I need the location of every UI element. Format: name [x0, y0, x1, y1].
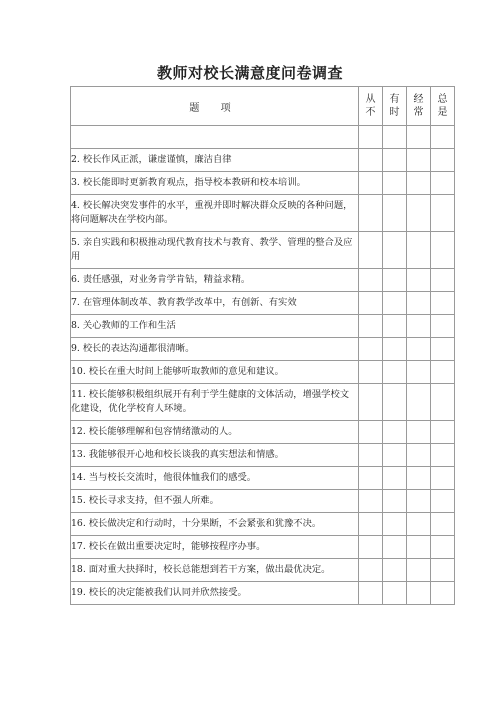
answer-cell-sometimes[interactable] [383, 513, 407, 536]
answer-cell-never[interactable] [359, 292, 383, 315]
answer-cell-sometimes[interactable] [383, 444, 407, 467]
answer-cell-never[interactable] [359, 582, 383, 605]
option-header-line: 时 [389, 107, 400, 118]
page-title: 教师对校长满意度问卷调查 [156, 64, 343, 82]
question-text: 4. 校长解决突发事件的水平，重视并即时解决群众反映的各种问题，将问题解决在学校内部。 [71, 195, 359, 232]
answer-cell-always[interactable] [431, 467, 455, 490]
option-header-line: 经 [413, 94, 424, 105]
table-row [71, 315, 455, 338]
answer-cell-always[interactable] [431, 361, 455, 384]
answer-cell-always[interactable] [431, 172, 455, 195]
question-text: 12. 校长能够理解和包容情绪激动的人。 [71, 421, 359, 444]
answer-cell-sometimes[interactable] [383, 269, 407, 292]
answer-cell-sometimes[interactable] [383, 338, 407, 361]
answer-cell-always[interactable] [431, 559, 455, 582]
answer-cell-sometimes[interactable] [383, 315, 407, 338]
answer-cell-often[interactable] [407, 195, 431, 232]
question-text: 18. 面对重大抉择时，校长总能想到若干方案，做出最优决定。 [71, 559, 359, 582]
answer-cell-never[interactable] [359, 269, 383, 292]
table-row [71, 172, 455, 195]
table-row [71, 536, 455, 559]
answer-cell-always[interactable] [431, 126, 455, 149]
table-row [71, 490, 455, 513]
question-text: 8. 关心教师的工作和生活 [71, 315, 359, 338]
answer-cell-never[interactable] [359, 126, 383, 149]
survey-table [70, 86, 455, 605]
answer-cell-never[interactable] [359, 232, 383, 269]
answer-cell-never[interactable] [359, 149, 383, 172]
table-row [71, 126, 455, 149]
answer-cell-often[interactable] [407, 315, 431, 338]
answer-cell-often[interactable] [407, 338, 431, 361]
answer-cell-always[interactable] [431, 195, 455, 232]
answer-cell-often[interactable] [407, 582, 431, 605]
answer-cell-sometimes[interactable] [383, 536, 407, 559]
option-header-line: 不 [365, 107, 376, 118]
header-row [71, 87, 455, 126]
table-row [71, 421, 455, 444]
answer-cell-never[interactable] [359, 338, 383, 361]
option-header-never [359, 87, 383, 126]
answer-cell-never[interactable] [359, 421, 383, 444]
question-text: 17. 校长在做出重要决定时，能够按程序办事。 [71, 536, 359, 559]
answer-cell-often[interactable] [407, 536, 431, 559]
option-header-line: 总 [437, 94, 448, 105]
question-text: 2. 校长作风正派，谦虚谨慎，廉洁自律 [71, 149, 359, 172]
table-row [71, 232, 455, 269]
answer-cell-often[interactable] [407, 467, 431, 490]
question-text: 10. 校长在重大时间上能够听取教师的意见和建议。 [71, 361, 359, 384]
table-row [71, 444, 455, 467]
answer-cell-often[interactable] [407, 384, 431, 421]
table-row [71, 582, 455, 605]
answer-cell-often[interactable] [407, 172, 431, 195]
answer-cell-sometimes[interactable] [383, 384, 407, 421]
answer-cell-sometimes[interactable] [383, 421, 407, 444]
question-text: 3. 校长能即时更新教育观点，指导校本教研和校本培训。 [71, 172, 359, 195]
answer-cell-often[interactable] [407, 232, 431, 269]
answer-cell-always[interactable] [431, 513, 455, 536]
table-row [71, 195, 455, 232]
answer-cell-often[interactable] [407, 444, 431, 467]
answer-cell-never[interactable] [359, 315, 383, 338]
answer-cell-always[interactable] [431, 444, 455, 467]
option-header-sometimes [383, 87, 407, 126]
answer-cell-never[interactable] [359, 172, 383, 195]
question-text: 9. 校长的表达沟通都很清晰。 [71, 338, 359, 361]
option-header-line: 常 [413, 107, 424, 118]
answer-cell-never[interactable] [359, 536, 383, 559]
question-text: 19. 校长的决定能被我们认同并欣然接受。 [71, 582, 359, 605]
table-row [71, 467, 455, 490]
answer-cell-never[interactable] [359, 444, 383, 467]
answer-cell-never[interactable] [359, 195, 383, 232]
question-text: 13. 我能够很开心地和校长谈我的真实想法和情感。 [71, 444, 359, 467]
option-header-line: 是 [437, 107, 448, 118]
table-row [71, 338, 455, 361]
table-row [71, 513, 455, 536]
answer-cell-often[interactable] [407, 292, 431, 315]
answer-cell-never[interactable] [359, 490, 383, 513]
table-row [71, 361, 455, 384]
answer-cell-often[interactable] [407, 559, 431, 582]
answer-cell-always[interactable] [431, 490, 455, 513]
answer-cell-often[interactable] [407, 149, 431, 172]
answer-cell-often[interactable] [407, 513, 431, 536]
answer-cell-always[interactable] [431, 582, 455, 605]
answer-cell-sometimes[interactable] [383, 582, 407, 605]
answer-cell-never[interactable] [359, 361, 383, 384]
option-header-often [407, 87, 431, 126]
answer-cell-always[interactable] [431, 269, 455, 292]
answer-cell-always[interactable] [431, 149, 455, 172]
answer-cell-often[interactable] [407, 269, 431, 292]
question-text: 6. 责任感强，对业务肯学肯钻，精益求精。 [71, 269, 359, 292]
table-row [71, 384, 455, 421]
answer-cell-sometimes[interactable] [383, 559, 407, 582]
answer-cell-sometimes[interactable] [383, 126, 407, 149]
question-text: 5. 亲自实践和积极推动现代教育技术与教育、教学、管理的整合及应用 [71, 232, 359, 269]
answer-cell-never[interactable] [359, 384, 383, 421]
question-text: 14. 当与校长交流时，他很体恤我们的感受。 [71, 467, 359, 490]
question-text [71, 126, 359, 149]
answer-cell-sometimes[interactable] [383, 149, 407, 172]
answer-cell-never[interactable] [359, 513, 383, 536]
answer-cell-sometimes[interactable] [383, 292, 407, 315]
answer-cell-often[interactable] [407, 126, 431, 149]
answer-cell-sometimes[interactable] [383, 467, 407, 490]
question-text: 11. 校长能够积极组织展开有利于学生健康的文体活动，增强学校文化建设，优化学校育人环境。 [71, 384, 359, 421]
answer-cell-often[interactable] [407, 361, 431, 384]
table-row [71, 149, 455, 172]
answer-cell-sometimes[interactable] [383, 195, 407, 232]
answer-cell-sometimes[interactable] [383, 361, 407, 384]
answer-cell-sometimes[interactable] [383, 232, 407, 269]
question-text: 16. 校长做决定和行动时，十分果断，不会紧张和犹豫不决。 [71, 513, 359, 536]
question-text: 15. 校长寻求支持，但不强人所难。 [71, 490, 359, 513]
answer-cell-never[interactable] [359, 467, 383, 490]
question-text: 7. 在管理体制改革、教育教学改革中，有创新、有实效 [71, 292, 359, 315]
option-header-always [431, 87, 455, 126]
answer-cell-always[interactable] [431, 292, 455, 315]
answer-cell-sometimes[interactable] [383, 172, 407, 195]
answer-cell-always[interactable] [431, 315, 455, 338]
option-header-line: 有 [389, 94, 400, 105]
answer-cell-often[interactable] [407, 490, 431, 513]
option-header-line: 从 [365, 94, 376, 105]
answer-cell-always[interactable] [431, 384, 455, 421]
answer-cell-always[interactable] [431, 536, 455, 559]
table-row [71, 559, 455, 582]
answer-cell-often[interactable] [407, 421, 431, 444]
answer-cell-sometimes[interactable] [383, 490, 407, 513]
answer-cell-never[interactable] [359, 559, 383, 582]
answer-cell-always[interactable] [431, 421, 455, 444]
answer-cell-always[interactable] [431, 232, 455, 269]
answer-cell-always[interactable] [431, 338, 455, 361]
table-row [71, 292, 455, 315]
table-row [71, 269, 455, 292]
question-column-header: 题 项 [71, 87, 359, 126]
